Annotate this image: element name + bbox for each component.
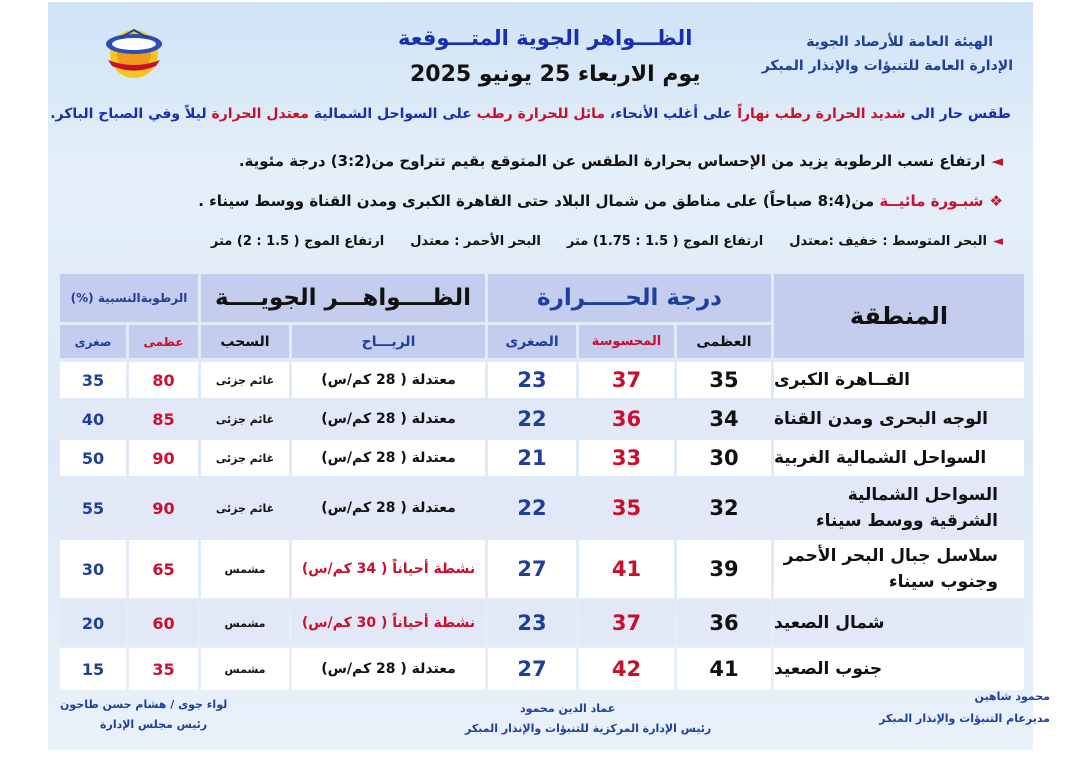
red-wave-height: ارتفاع الموج ( 1.5 : 2) متر [210, 234, 385, 249]
rh-min-value: 20 [60, 601, 126, 645]
signatory-2-title: رئيس الإدارة المركزية للتنبؤات والإنذار المبكر [465, 722, 712, 735]
org-department: الإدارة العامة للتنبؤات والإنذار المبكر [761, 58, 1013, 74]
cloud-value: غائم جزئى [201, 440, 289, 476]
temp-min-value: 27 [488, 540, 576, 598]
signatory-3-name: لواء جوى / هشام حسن طاحون [60, 698, 228, 711]
sea-state-note [211, 234, 1003, 249]
rh-header: الرطوبةالنسبية (%) [60, 274, 198, 322]
fog-label: شبـورة مائيــة [879, 192, 984, 210]
phenomena-header: الظــــواهـــر الجويــــة [201, 274, 485, 322]
rh-min-value: 35 [60, 362, 126, 398]
temp-min-header: الصغرى [488, 325, 576, 358]
signatory-1-title: مديرعام التنبؤات والإنذار المبكر [879, 712, 1050, 725]
cloud-value: مشمس [201, 540, 289, 598]
region-name: جنوب الصعيد [774, 648, 1024, 690]
temp-feels-value: 42 [579, 648, 674, 690]
summary-highlight: معتدل الحرارة [211, 106, 309, 122]
region-name: القــاهرة الكبرى [774, 362, 1024, 398]
wind-value: نشطة أحياناً ( 30 كم/س) [292, 601, 485, 645]
rh-min-value: 30 [60, 540, 126, 598]
wind-value: معتدلة ( 28 كم/س) [292, 401, 485, 437]
wind-value: نشطة أحياناً ( 34 كم/س) [292, 540, 485, 598]
temp-max-value: 32 [677, 479, 771, 537]
weather-summary [50, 106, 1011, 122]
cloud-value: غائم جزئى [201, 401, 289, 437]
temp-feels-value: 37 [579, 362, 674, 398]
humidity-note [239, 152, 1003, 170]
temp-min-value: 27 [488, 648, 576, 690]
cloud-header: السحب [201, 325, 289, 358]
signatory-3-title: رئيس مجلس الإدارة [100, 718, 208, 731]
temp-feels-value: 37 [579, 601, 674, 645]
temp-feels-header: المحسوسة [579, 325, 674, 358]
diamond-bullet-icon: ❖ [989, 192, 1003, 210]
region-name: الوجه البحرى ومدن القناة [774, 401, 1024, 437]
temp-max-value: 36 [677, 601, 771, 645]
rh-max-header: عظمى [129, 325, 198, 358]
temp-min-value: 23 [488, 362, 576, 398]
fog-note [198, 192, 1003, 210]
temp-min-value: 21 [488, 440, 576, 476]
temp-max-value: 39 [677, 540, 771, 598]
summary-part: طقس حار الى [905, 106, 1011, 122]
region-name: السواحل الشمالية الغربية [774, 440, 1024, 476]
rh-max-value: 90 [129, 440, 198, 476]
temp-feels-value: 35 [579, 479, 674, 537]
rh-min-value: 15 [60, 648, 126, 690]
temp-max-header: العظمى [677, 325, 771, 358]
wind-value: معتدلة ( 28 كم/س) [292, 648, 485, 690]
signatory-2-name: عماد الدين محمود [520, 702, 616, 715]
cloud-value: مشمس [201, 601, 289, 645]
temp-feels-value: 41 [579, 540, 674, 598]
summary-part: على السواحل الشمالية [308, 106, 477, 122]
region-name: سلاسل جبال البحر الأحمر وجنوب سيناء [774, 540, 1024, 598]
cloud-value: غائم جزئى [201, 479, 289, 537]
temp-feels-value: 33 [579, 440, 674, 476]
med-wave-height: ارتفاع الموج ( 1.5 : 1.75) متر [566, 234, 764, 249]
region-name: السواحل الشمالية الشرقية ووسط سيناء [774, 479, 1024, 537]
cloud-value: مشمس [201, 648, 289, 690]
forecast-table [60, 274, 1024, 690]
red-sea-state: البحر الأحمر : معتدل [410, 234, 541, 249]
wind-value: معتدلة ( 28 كم/س) [292, 479, 485, 537]
rh-min-value: 55 [60, 479, 126, 537]
wind-header: الريـــاح [292, 325, 485, 358]
rh-min-header: صغرى [60, 325, 126, 358]
signatory-1-name: محمود شاهين [974, 690, 1050, 703]
wind-value: معتدلة ( 28 كم/س) [292, 440, 485, 476]
rh-min-value: 50 [60, 440, 126, 476]
temp-max-value: 35 [677, 362, 771, 398]
temp-max-value: 41 [677, 648, 771, 690]
cloud-value: غائم جزئى [201, 362, 289, 398]
temp-max-value: 34 [677, 401, 771, 437]
region-name: شمال الصعيد [774, 601, 1024, 645]
temp-min-value: 22 [488, 401, 576, 437]
fog-text: من(8:4 صباحاً) على مناطق من شمال البلاد حتى القاهرة الكبرى ومدن القناة ووسط سيناء . [198, 192, 880, 210]
rh-max-value: 90 [129, 479, 198, 537]
rh-max-value: 85 [129, 401, 198, 437]
humidity-text: ارتفاع نسب الرطوبة يزيد من الإحساس بحرارة الطقس عن المتوقع بقيم تتراوح من(3:2) درجة مئوية. [238, 152, 986, 170]
wind-value: معتدلة ( 28 كم/س) [292, 362, 485, 398]
bulletin-date: يوم الاربعاء 25 يونيو 2025 [410, 62, 701, 87]
arrow-bullet-icon: ◄ [993, 234, 1003, 249]
page-title: الظـــواهر الجوية المتـــوقعة [398, 26, 693, 50]
temp-feels-value: 36 [579, 401, 674, 437]
region-header: المنطقة [774, 274, 1024, 358]
temp-min-value: 22 [488, 479, 576, 537]
temperature-header: درجة الحـــــرارة [488, 274, 771, 322]
summary-highlight: شديد الحرارة رطب نهاراً [737, 106, 906, 122]
rh-max-value: 80 [129, 362, 198, 398]
rh-min-value: 40 [60, 401, 126, 437]
rh-max-value: 35 [129, 648, 198, 690]
temp-min-value: 23 [488, 601, 576, 645]
org-name: الهيئة العامة للأرصاد الجوية [806, 34, 993, 50]
ema-logo [98, 20, 170, 80]
temp-max-value: 30 [677, 440, 771, 476]
med-sea-state: البحر المتوسط : خفيف :معتدل [789, 234, 987, 249]
rh-max-value: 65 [129, 540, 198, 598]
summary-part: ليلاً وفي الصباح الباكر. [50, 106, 212, 122]
rh-max-value: 60 [129, 601, 198, 645]
summary-part: على أغلب الأنحاء، [605, 106, 738, 122]
arrow-bullet-icon: ◄ [991, 152, 1003, 170]
summary-highlight: مائل للحرارة رطب [476, 106, 606, 122]
